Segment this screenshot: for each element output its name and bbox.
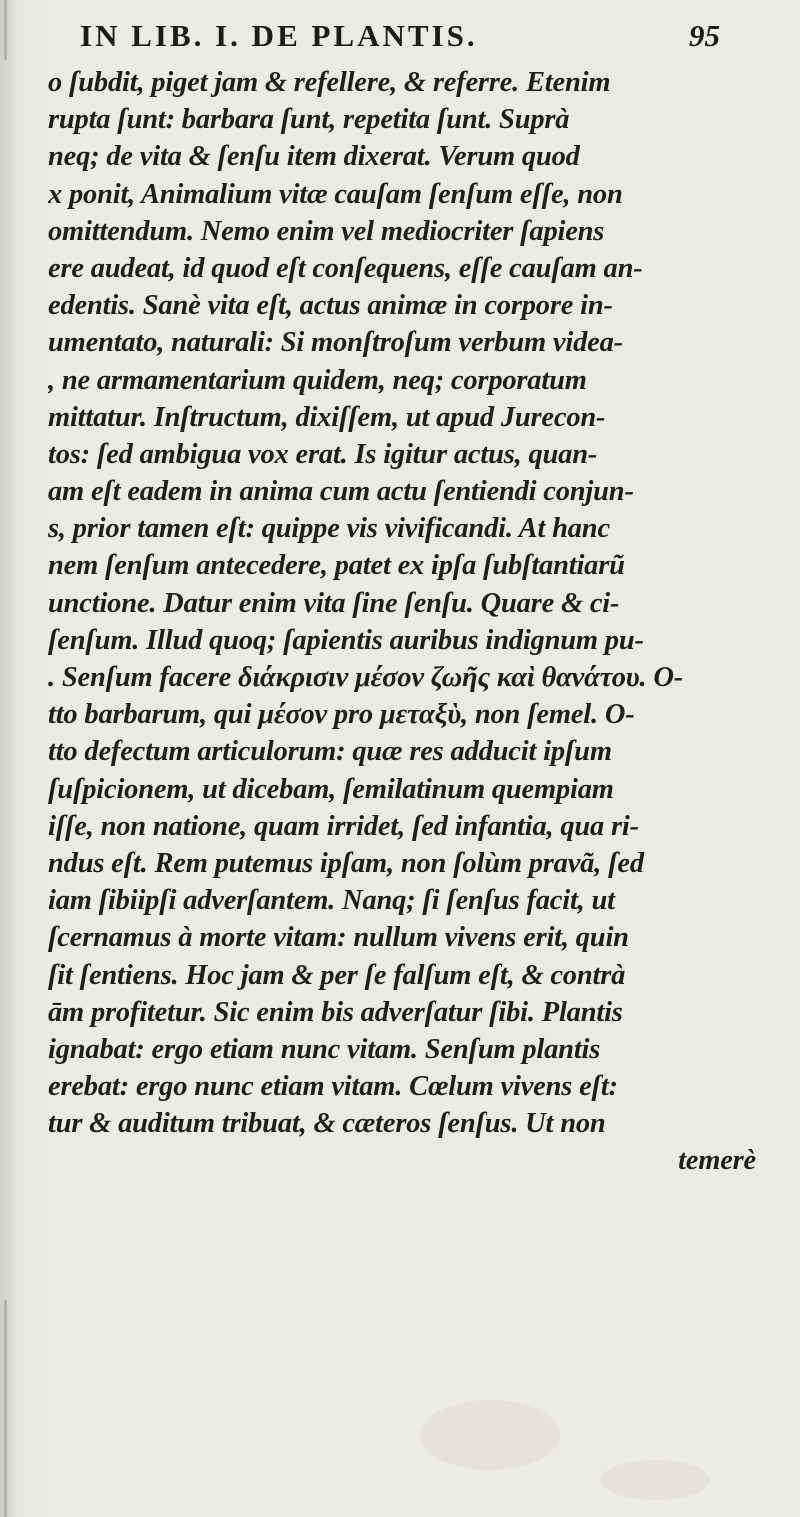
text-line: unctione. Datur enim vita ſine ſenſu. Quare & ci-	[48, 587, 620, 619]
text-line: rupta ſunt: barbara ſunt, repetita ſunt. Suprà	[48, 104, 570, 136]
text-line: ndus eſt. Rem putemus ipſam, non ſolùm pravã, ſed	[48, 847, 644, 879]
text-line: ſit ſentiens. Hoc jam & per ſe falſum eſt, & contrà	[48, 959, 626, 991]
text-line: o ſubdit, piget jam & refellere, & referre. Etenim	[48, 67, 611, 98]
text-line: tos: ſed ambigua vox erat. Is igitur actus, quan-	[48, 438, 598, 470]
text-line: tur & auditum tribuat, & cæteros ſenſus. Ut non	[48, 1108, 606, 1140]
text-line: . Senſum facere διάκρισιν μέσον ζωῆς καὶ θανάτου. O-	[48, 662, 684, 693]
text-line: ſenſum. Illud quoq; ſapientis auribus indignum pu-	[48, 624, 644, 656]
text-line: tto barbarum, qui μέσον pro μεταξὺ, non ſemel. O-	[48, 699, 635, 731]
text-line: ām profitetur. Sic enim bis adverſatur ſibi. Plantis	[48, 996, 623, 1028]
gutter-mark	[4, 1300, 7, 1517]
text-line: erebat: ergo nunc etiam vitam. Cœlum vivens eſt:	[48, 1071, 618, 1103]
text-line: edentis. Sanè vita eſt, actus animæ in corpore in-	[48, 290, 613, 322]
text-line: x ponit, Animalium vitæ cauſam ſenſum eſſe, non	[48, 178, 623, 210]
gutter-mark	[4, 0, 7, 60]
text-line: tto defectum articulorum: quæ res adducit ipſum	[48, 736, 612, 768]
running-head	[80, 18, 720, 58]
body-text	[48, 64, 778, 1180]
text-line: am eſt eadem in anima cum actu ſentiendi conjun-	[48, 476, 634, 508]
text-line: iſſe, non natione, quam irridet, ſed infantia, qua ri-	[48, 810, 639, 842]
text-line: s, prior tamen eſt: quippe vis vivificandi. At hanc	[48, 513, 610, 545]
text-line: , ne armamentarium quidem, neq; corporatum	[48, 364, 587, 396]
catchword: temerè	[678, 1145, 756, 1177]
text-line: ſcernamus à morte vitam: nullum vivens erit, quin	[48, 922, 629, 954]
paper-stain	[420, 1400, 560, 1470]
text-line: ignabat: ergo etiam nunc vitam. Senſum plantis	[48, 1033, 601, 1065]
page-number: 95	[689, 18, 720, 53]
page-gutter	[0, 0, 16, 1517]
running-title: IN LIB. I. DE PLANTIS.	[80, 18, 478, 53]
text-line: neq; de vita & ſenſu item dixerat. Verum quod	[48, 141, 580, 173]
text-line: omittendum. Nemo enim vel mediocriter ſapiens	[48, 215, 605, 247]
text-line: ere audeat, id quod eſt conſequens, eſſe cauſam an-	[48, 252, 643, 284]
text-line: mittatur. Inſtructum, dixiſſem, ut apud Jurecon-	[48, 401, 606, 433]
text-line: nem ſenſum antecedere, patet ex ipſa ſubſtantiarũ	[48, 550, 625, 582]
paper-stain	[600, 1460, 710, 1500]
text-line: iam ſibiipſi adverſantem. Nanq; ſi ſenſus facit, ut	[48, 885, 615, 917]
text-line: umentato, naturali: Si monſtroſum verbum videa-	[48, 327, 623, 359]
text-line: ſuſpicionem, ut dicebam, ſemilatinum quempiam	[48, 773, 614, 805]
